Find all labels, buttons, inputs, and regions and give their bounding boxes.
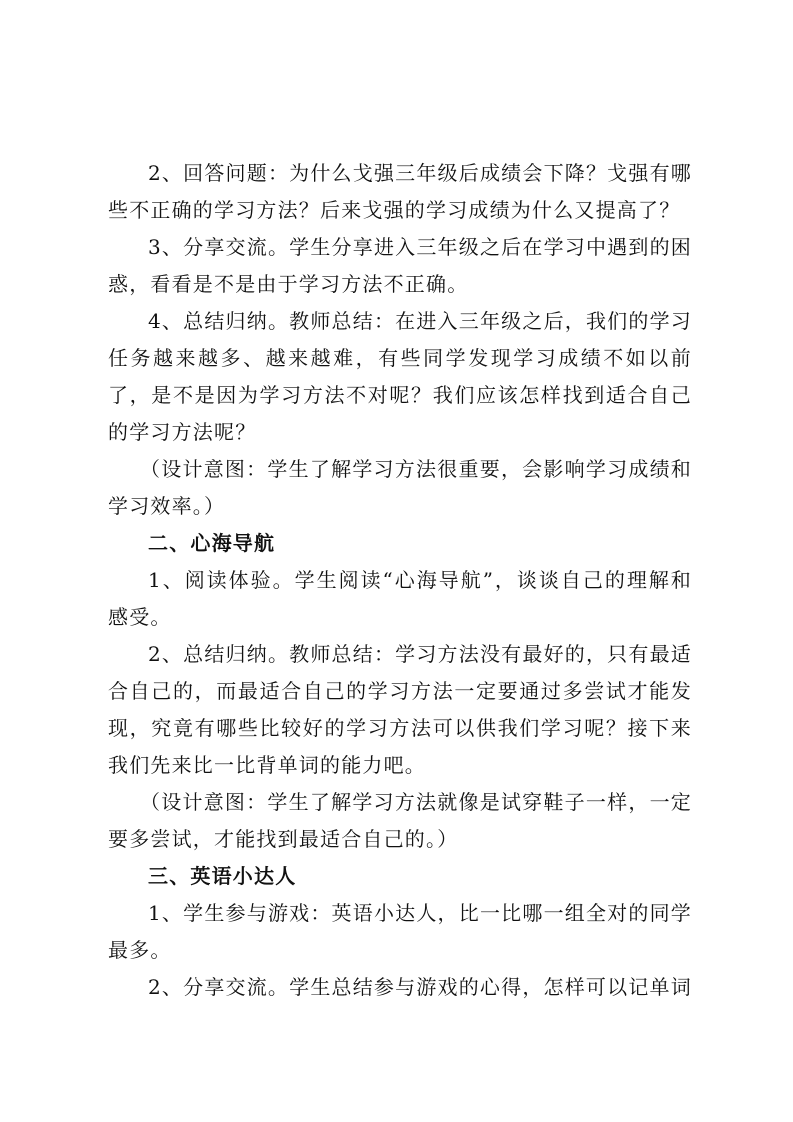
document-body — [108, 155, 692, 1006]
paragraph-reading-experience: 1、阅读体验。学生阅读“心海导航”，谈谈自己的理解和感受。 — [108, 568, 692, 629]
paragraph-share-game-experience: 2、分享交流。学生总结参与游戏的心得，怎样可以记单词 — [148, 975, 692, 999]
design-intent-note: （设计意图：学生了解学习方法很重要，会影响学习成绩和学习效率。） — [108, 457, 692, 518]
section-heading-english-master: 三、英语小达人 — [148, 864, 297, 888]
paragraph-teacher-summary: 2、总结归纳。教师总结：学习方法没有最好的，只有最适合自己的，而最适合自己的学习方法一定要通过多尝试才能发现，究竟有哪些比较好的学习方法可以供我们学习呢？接下来我们先来比一比背单词的能力吧。 — [108, 642, 692, 777]
paragraph-game-participation: 1、学生参与游戏：英语小达人，比一比哪一组全对的同学最多。 — [108, 901, 692, 962]
paragraph-answer-questions: 2、回答问题：为什么戈强三年级后成绩会下降？戈强有哪些不正确的学习方法？后来戈强的学习成绩为什么又提高了？ — [108, 161, 692, 222]
paragraph-share-exchange: 3、分享交流。学生分享进入三年级之后在学习中遇到的困惑，看看是不是由于学习方法不正确。 — [108, 235, 692, 296]
paragraph-summary: 4、总结归纳。教师总结：在进入三年级之后，我们的学习任务越来越多、越来越难，有些同学发现学习成绩不如以前了，是不是因为学习方法不对呢？我们应该怎样找到适合自己的学习方法呢？ — [108, 309, 692, 444]
design-intent-note: （设计意图：学生了解学习方法就像是试穿鞋子一样，一定要多尝试，才能找到最适合自己的。） — [108, 790, 692, 851]
section-heading-mind-navigation: 二、心海导航 — [148, 531, 276, 555]
